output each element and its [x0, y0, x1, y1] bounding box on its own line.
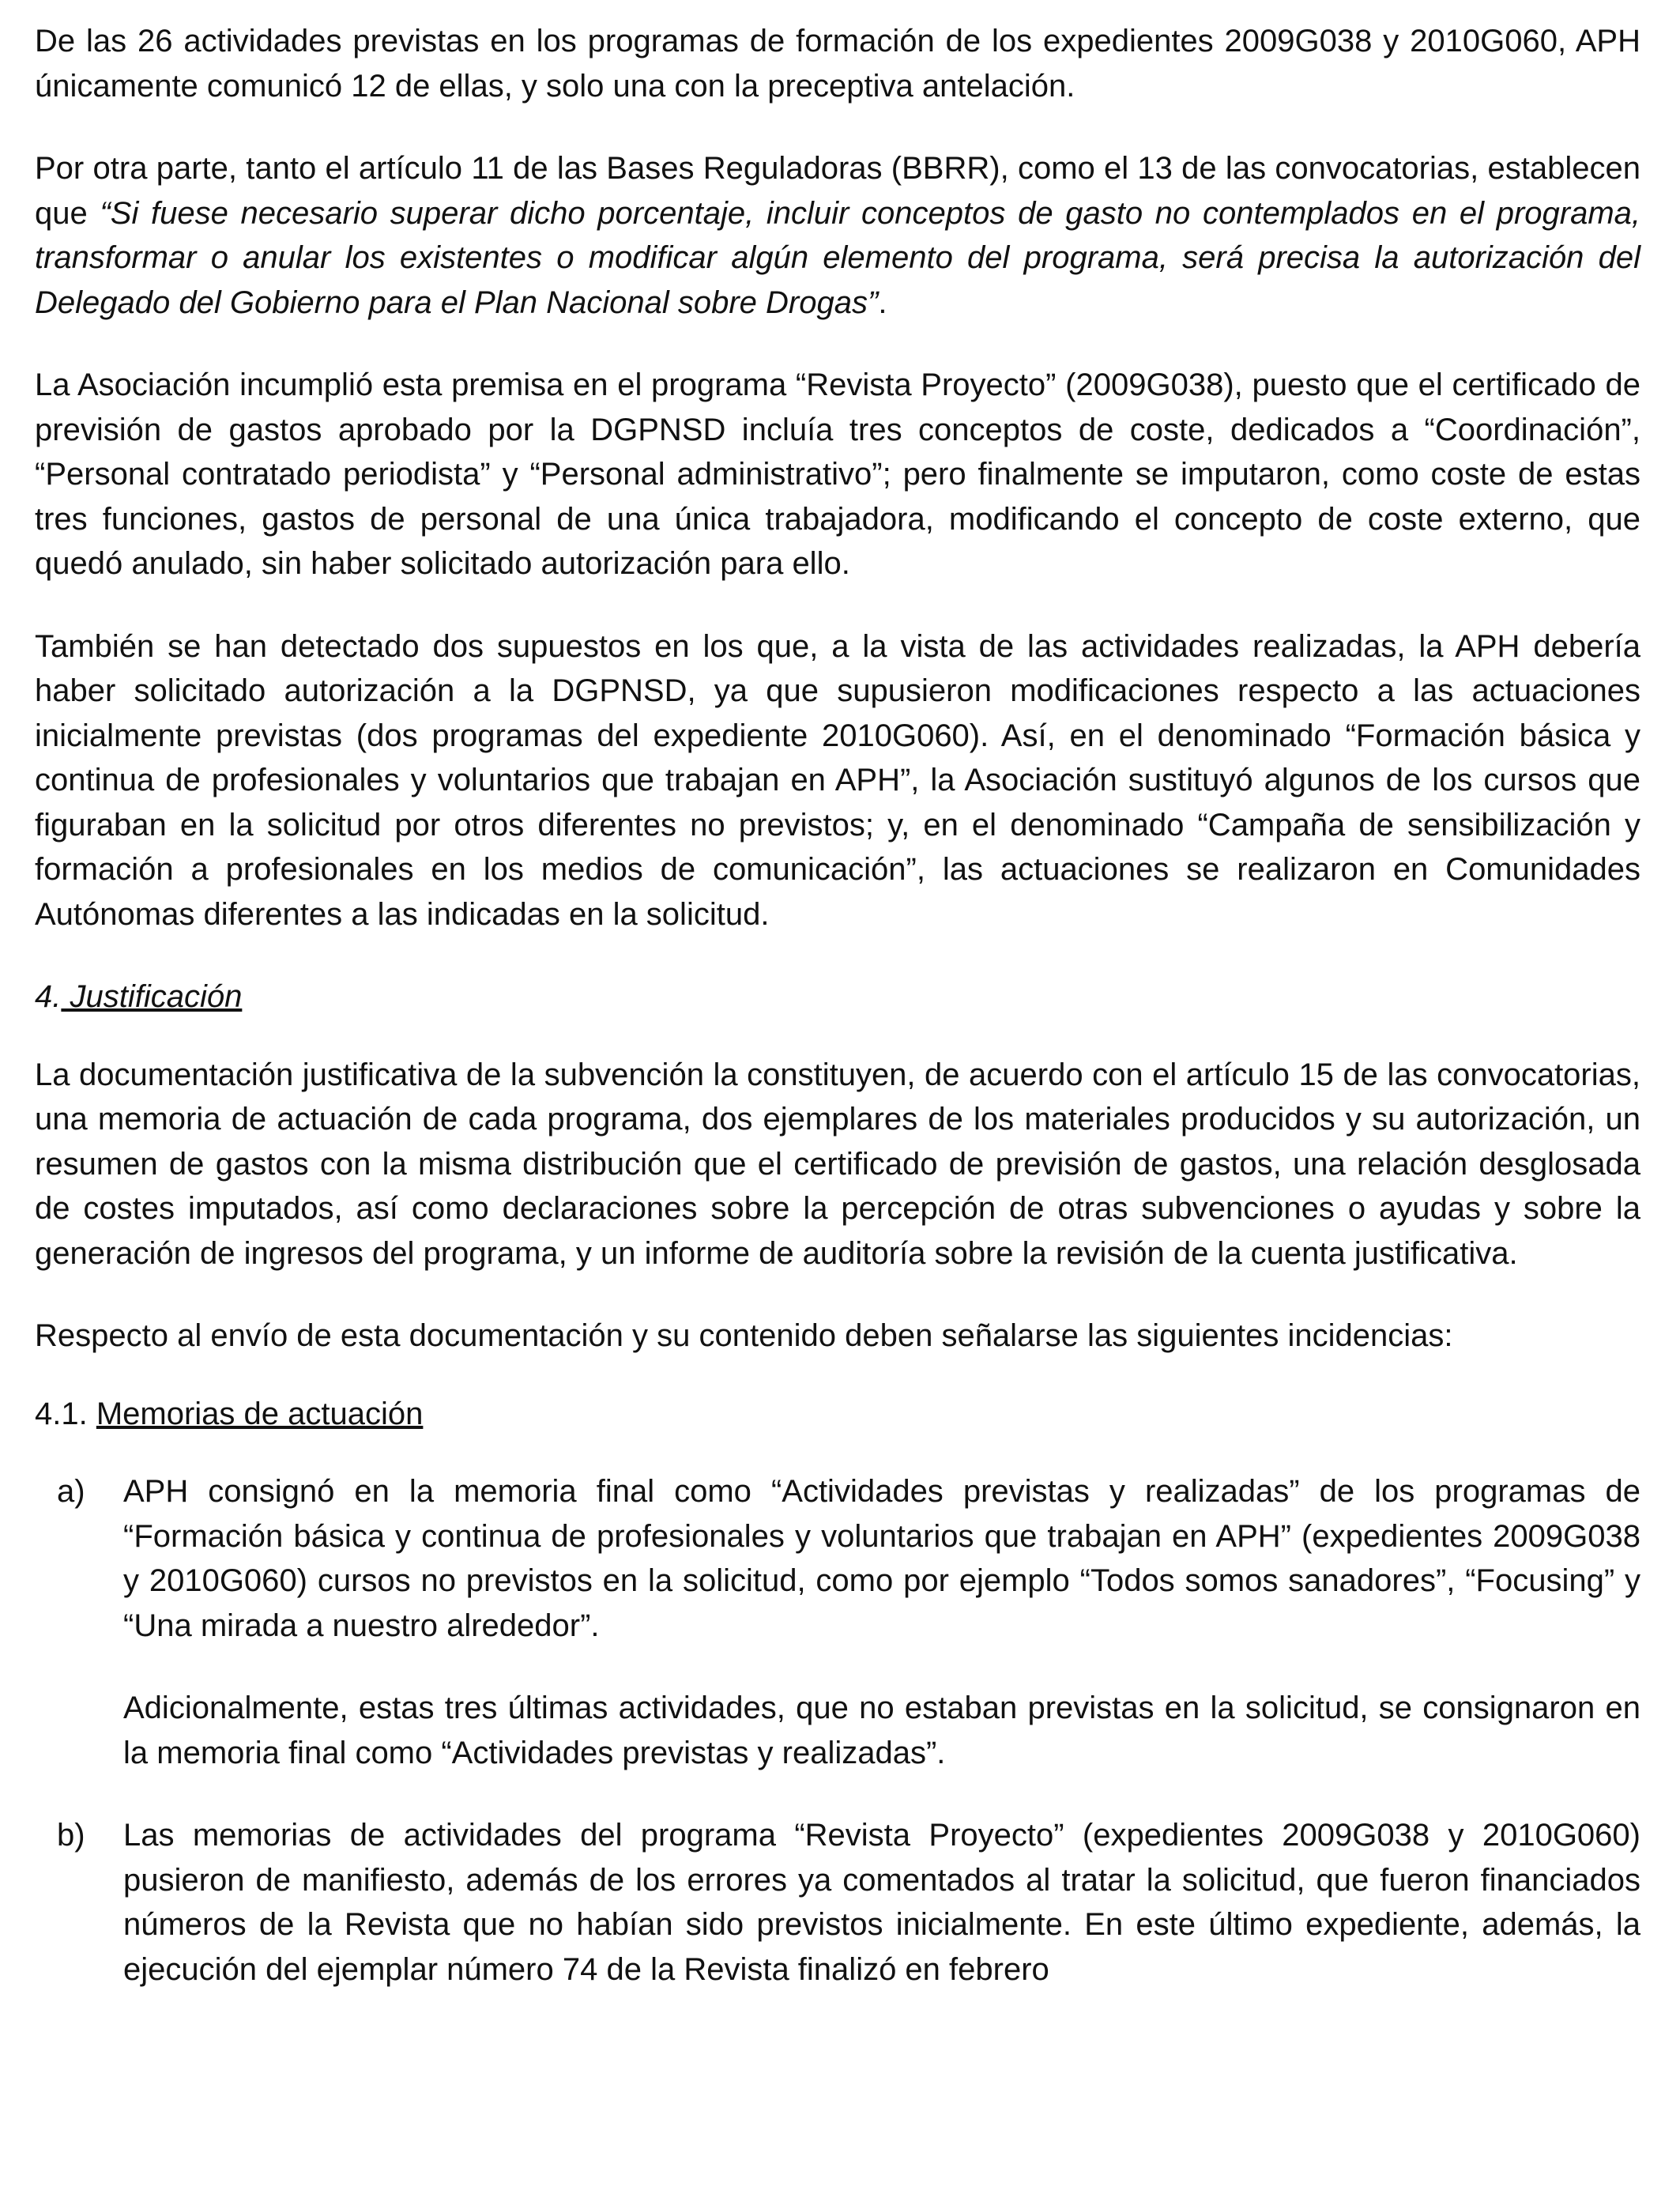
paragraph-regulatory-bases-end: . — [878, 285, 887, 320]
list-marker-b: b) — [57, 1818, 85, 1853]
section-heading-justificacion — [35, 974, 1640, 1020]
list-item-a-continuation: Adicionalmente, estas tres últimas actividades, que no estaban previstas en la solicitud, se consignaron en la memoria final como “Actividades previstas y realizadas”. — [123, 1691, 1640, 1770]
list-item-b-text: Las memorias de actividades del programa “Revista Proyecto” (expedientes 2009G038 y 2010G060) pusieron de manifiesto, además de los errores ya comentados al tratar la solicitud, que fueron financiados números de la Revista que no habían sido previstos inicialmente. En este último expediente, además, la ejecución del ejemplar número 74 de la Revista finalizó en febrero — [123, 1818, 1640, 1987]
document-page — [35, 19, 1640, 2030]
paragraph-incidences-intro: Respecto al envío de esta documentación y su contenido deben señalarse las siguientes incidencias: — [35, 1318, 1453, 1353]
subsection-heading-memorias — [35, 1392, 1640, 1437]
list-marker-a: a) — [57, 1474, 85, 1509]
paragraph-regulatory-bases — [35, 146, 1640, 325]
paragraph-revista-proyecto: La Asociación incumplió esta premisa en el programa “Revista Proyecto” (2009G038), puesto que el certificado de previsión de gastos aprobado por la DGPNSD incluía tres conceptos de coste, dedicados a “Coordinación”, “Personal contratado periodista” y “Personal administrativo”; pero finalmente se imputaron, como coste de estas tres funciones, gastos de personal de una única trabajadora, modificando el concepto de coste externo, que quedó anulado, sin haber solicitado autorización para ello. — [35, 368, 1640, 581]
list-item-a-text: APH consignó en la memoria final como “Actividades previstas y realizadas” de los programas de “Formación básica y continua de profesionales y voluntarios que trabajan en APH” (expedientes 2009G038 y 2010G060) cursos no previstos en la solicitud, como por ejemplo “Todos somos sanadores”, “Focusing” y “Una mirada a nuestro alrededor”. — [123, 1474, 1640, 1643]
paragraph-activities-count: De las 26 actividades previstas en los programas de formación de los expedientes 2009G038 y 2010G060, APH únicamente comunicó 12 de ellas, y solo una con la preceptiva antelación. — [35, 24, 1640, 104]
list-item-a — [35, 1469, 1640, 1648]
section-title: Justificación — [61, 979, 243, 1014]
list-item-b — [35, 1813, 1640, 1992]
paragraph-documentation: La documentación justificativa de la subvención la constituyen, de acuerdo con el artículo 15 de las convocatorias, una memoria de actuación de cada programa, dos ejemplares de los materiales producidos y su autorización, un resumen de gastos con la misma distribución que el certificado de previsión de gastos, una relación desglosada de costes imputados, así como declaraciones sobre la percepción de otras subvenciones o ayudas y sobre la generación de ingresos del programa, y un informe de auditoría sobre la revisión de la cuenta justificativa. — [35, 1057, 1640, 1271]
regulation-quote: “Si fuese necesario superar dicho porcentaje, incluir conceptos de gasto no contemplados en el programa, transformar o anular los existentes o modificar algún elemento del programa, será precisa la autorización del Delegado del Gobierno para el Plan Nacional sobre Drogas” — [35, 195, 1641, 320]
section-number: 4. — [35, 979, 62, 1014]
subsection-number: 4.1. — [35, 1396, 96, 1431]
paragraph-detected-cases: También se han detectado dos supuestos en los que, a la vista de las actividades realizadas, la APH debería haber solicitado autorización a la DGPNSD, ya que supusieron modificaciones respecto a las actuaciones inicialmente previstas (dos programas del expediente 2010G060). Así, en el denominado “Formación básica y continua de profesionales y voluntarios que trabajan en APH”, la Asociación sustituyó algunos de los cursos que figuraban en la solicitud por otros diferentes no previstos; y, en el denominado “Campaña de sensibilización y formación a profesionales en los medios de comunicación”, las actuaciones se realizaron en Comunidades Autónomas diferentes a las indicadas en la solicitud. — [35, 628, 1640, 932]
subsection-title: Memorias de actuación — [96, 1396, 424, 1431]
paragraph-regulatory-bases-lead: Por otra parte, tanto el artículo 11 de las Bases Reguladoras (BBRR), como el 13 de las convocatorias, establecen que — [35, 151, 1640, 231]
